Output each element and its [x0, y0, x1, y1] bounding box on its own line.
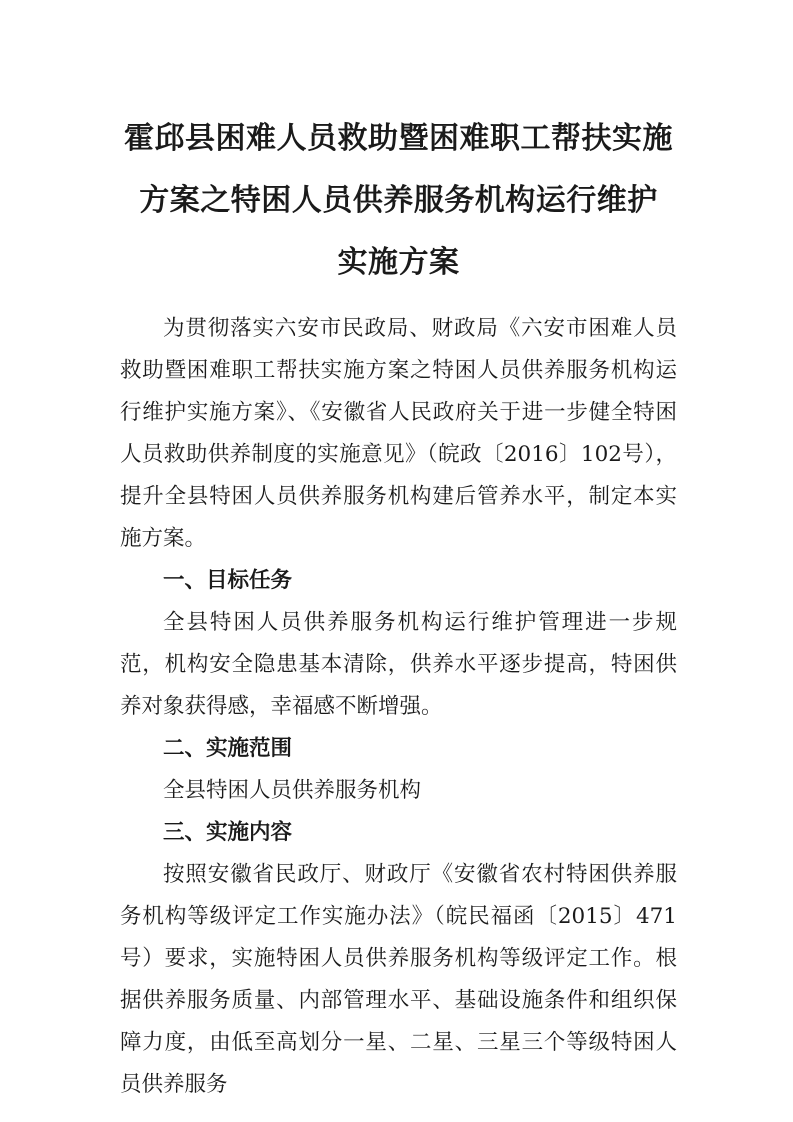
title-line-2: 方案之特困人员供养服务机构运行维护: [139, 183, 658, 218]
document-body: [120, 308, 677, 1106]
document-title: [120, 108, 677, 294]
title-line-3: 实施方案: [337, 245, 460, 280]
intro-paragraph: 为贯彻落实六安市民政局、财政局《六安市困难人员救助暨困难职工帮扶实施方案之特困人员供养服务机构运行维护实施方案》、《安徽省人民政府关于进一步健全特困人员救助供养制度的实施意见》（皖政〔2016〕102号），提升全县特困人员供养服务机构建后管养水平，制定本实施方案。: [120, 316, 677, 551]
section-heading-content: 三、实施内容: [163, 820, 293, 845]
section-body-content: 按照安徽省民政厅、财政厅《安徽省农村特困供养服务机构等级评定工作实施办法》（皖民福函〔2015〕471号）要求，实施特困人员供养服务机构等级评定工作。根据供养服务质量、内部管理水平、基础设施条件和组织保障力度，由低至高划分一星、二星、三星三个等级特困人员供养服务: [120, 862, 677, 1097]
section-body-scope: 全县特困人员供养服务机构: [163, 778, 422, 803]
section-heading-scope: 二、实施范围: [163, 736, 293, 761]
title-line-1: 霍邱县困难人员救助暨困难职工帮扶实施: [124, 121, 673, 156]
section-body-goals: 全县特困人员供养服务机构运行维护管理进一步规范，机构安全隐患基本清除，供养水平逐步提高，特困供养对象获得感，幸福感不断增强。: [120, 610, 677, 719]
section-heading-goals: 一、目标任务: [163, 568, 293, 593]
